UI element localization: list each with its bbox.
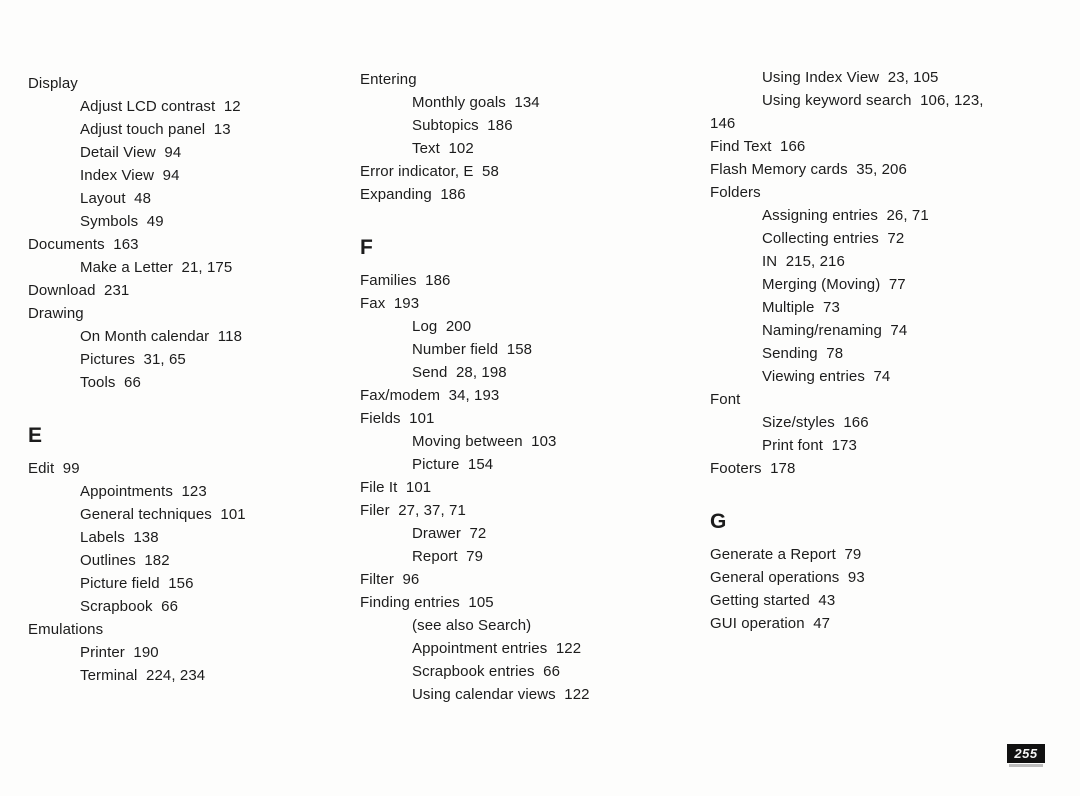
index-entry: Picture field 156 [80,575,194,592]
index-entry: Folders [710,184,761,201]
index-entry: Viewing entries 74 [762,368,891,385]
index-entry: Labels 138 [80,529,159,546]
index-entry: Edit 99 [28,460,80,477]
index-entry: Getting started 43 [710,592,836,609]
index-entry: Scrapbook entries 66 [412,663,561,680]
index-entry: Documents 163 [28,236,139,253]
index-entry: Picture 154 [412,456,494,473]
index-entry: Finding entries 105 [360,594,494,611]
section-letter-heading: G [710,510,727,533]
index-entry: Appointment entries 122 [412,640,582,657]
index-entry: Collecting entries 72 [762,230,905,247]
index-entry: Drawer 72 [412,525,487,542]
index-entry: Drawing [28,305,84,322]
index-entry: Filer 27, 37, 71 [360,502,466,519]
index-entry: (see also Search) [412,617,532,634]
index-entry: Download 231 [28,282,130,299]
index-entry: File It 101 [360,479,432,496]
index-entry: Moving between 103 [412,433,557,450]
index-entry: Size/styles 166 [762,414,869,431]
index-entry: IN 215, 216 [762,253,845,270]
index-entry: Adjust touch panel 13 [80,121,231,138]
page-number-badge: 255 [1007,744,1045,763]
index-entry: Fax 193 [360,295,420,312]
index-entry: Print font 173 [762,437,857,454]
index-entry: Detail View 94 [80,144,182,161]
index-entry: Pictures 31, 65 [80,351,186,368]
section-letter-heading: F [360,236,373,259]
index-entry: Tools 66 [80,374,141,391]
index-column-right [710,0,1040,635]
index-entry: Printer 190 [80,644,159,661]
index-entry: Display [28,75,78,92]
index-entry: Report 79 [412,548,484,565]
index-entry: Make a Letter 21, 175 [80,259,233,276]
index-entry: Find Text 166 [710,138,806,155]
index-entry: Symbols 49 [80,213,164,230]
index-entry: Merging (Moving) 77 [762,276,906,293]
index-entry: Send 28, 198 [412,364,507,381]
index-entry: Outlines 182 [80,552,170,569]
index-entry: Generate a Report 79 [710,546,862,563]
index-entry: Index View 94 [80,167,180,184]
index-entry: Terminal 224, 234 [80,667,206,684]
index-entry: Footers 178 [710,460,796,477]
index-entry: Scrapbook 66 [80,598,179,615]
index-entry: Number field 158 [412,341,533,358]
index-entry: Fields 101 [360,410,435,427]
index-entry: Using keyword search 106, 123, [762,92,984,109]
index-entry: Fax/modem 34, 193 [360,387,500,404]
index-column-left [28,0,338,687]
index-entry: Log 200 [412,318,472,335]
index-entry: Emulations [28,621,104,638]
index-entry: Expanding 186 [360,186,466,203]
index-entry: Entering [360,71,417,88]
index-entry: GUI operation 47 [710,615,831,632]
index-entry: Adjust LCD contrast 12 [80,98,241,115]
index-entry: Error indicator, E 58 [360,163,499,180]
index-entry: Filter 96 [360,571,420,588]
index-entry: Assigning entries 26, 71 [762,207,929,224]
index-entry: Naming/renaming 74 [762,322,908,339]
index-entry: Using Index View 23, 105 [762,69,939,86]
index-entry: Subtopics 186 [412,117,513,134]
index-entry: Appointments 123 [80,483,207,500]
index-entry: Flash Memory cards 35, 206 [710,161,907,178]
index-entry: Layout 48 [80,190,152,207]
index-entry: Text 102 [412,140,474,157]
index-entry: Using calendar views 122 [412,686,590,703]
index-entry: Font [710,391,741,408]
index-column-middle [360,0,670,706]
index-entry: On Month calendar 118 [80,328,243,345]
index-entry: Families 186 [360,272,451,289]
index-entry: Monthly goals 134 [412,94,540,111]
index-entry: 146 [710,115,736,132]
index-entry: Sending 78 [762,345,844,362]
section-letter-heading: E [28,424,43,447]
index-entry: General operations 93 [710,569,865,586]
index-entry: Multiple 73 [762,299,840,316]
index-entry: General techniques 101 [80,506,246,523]
